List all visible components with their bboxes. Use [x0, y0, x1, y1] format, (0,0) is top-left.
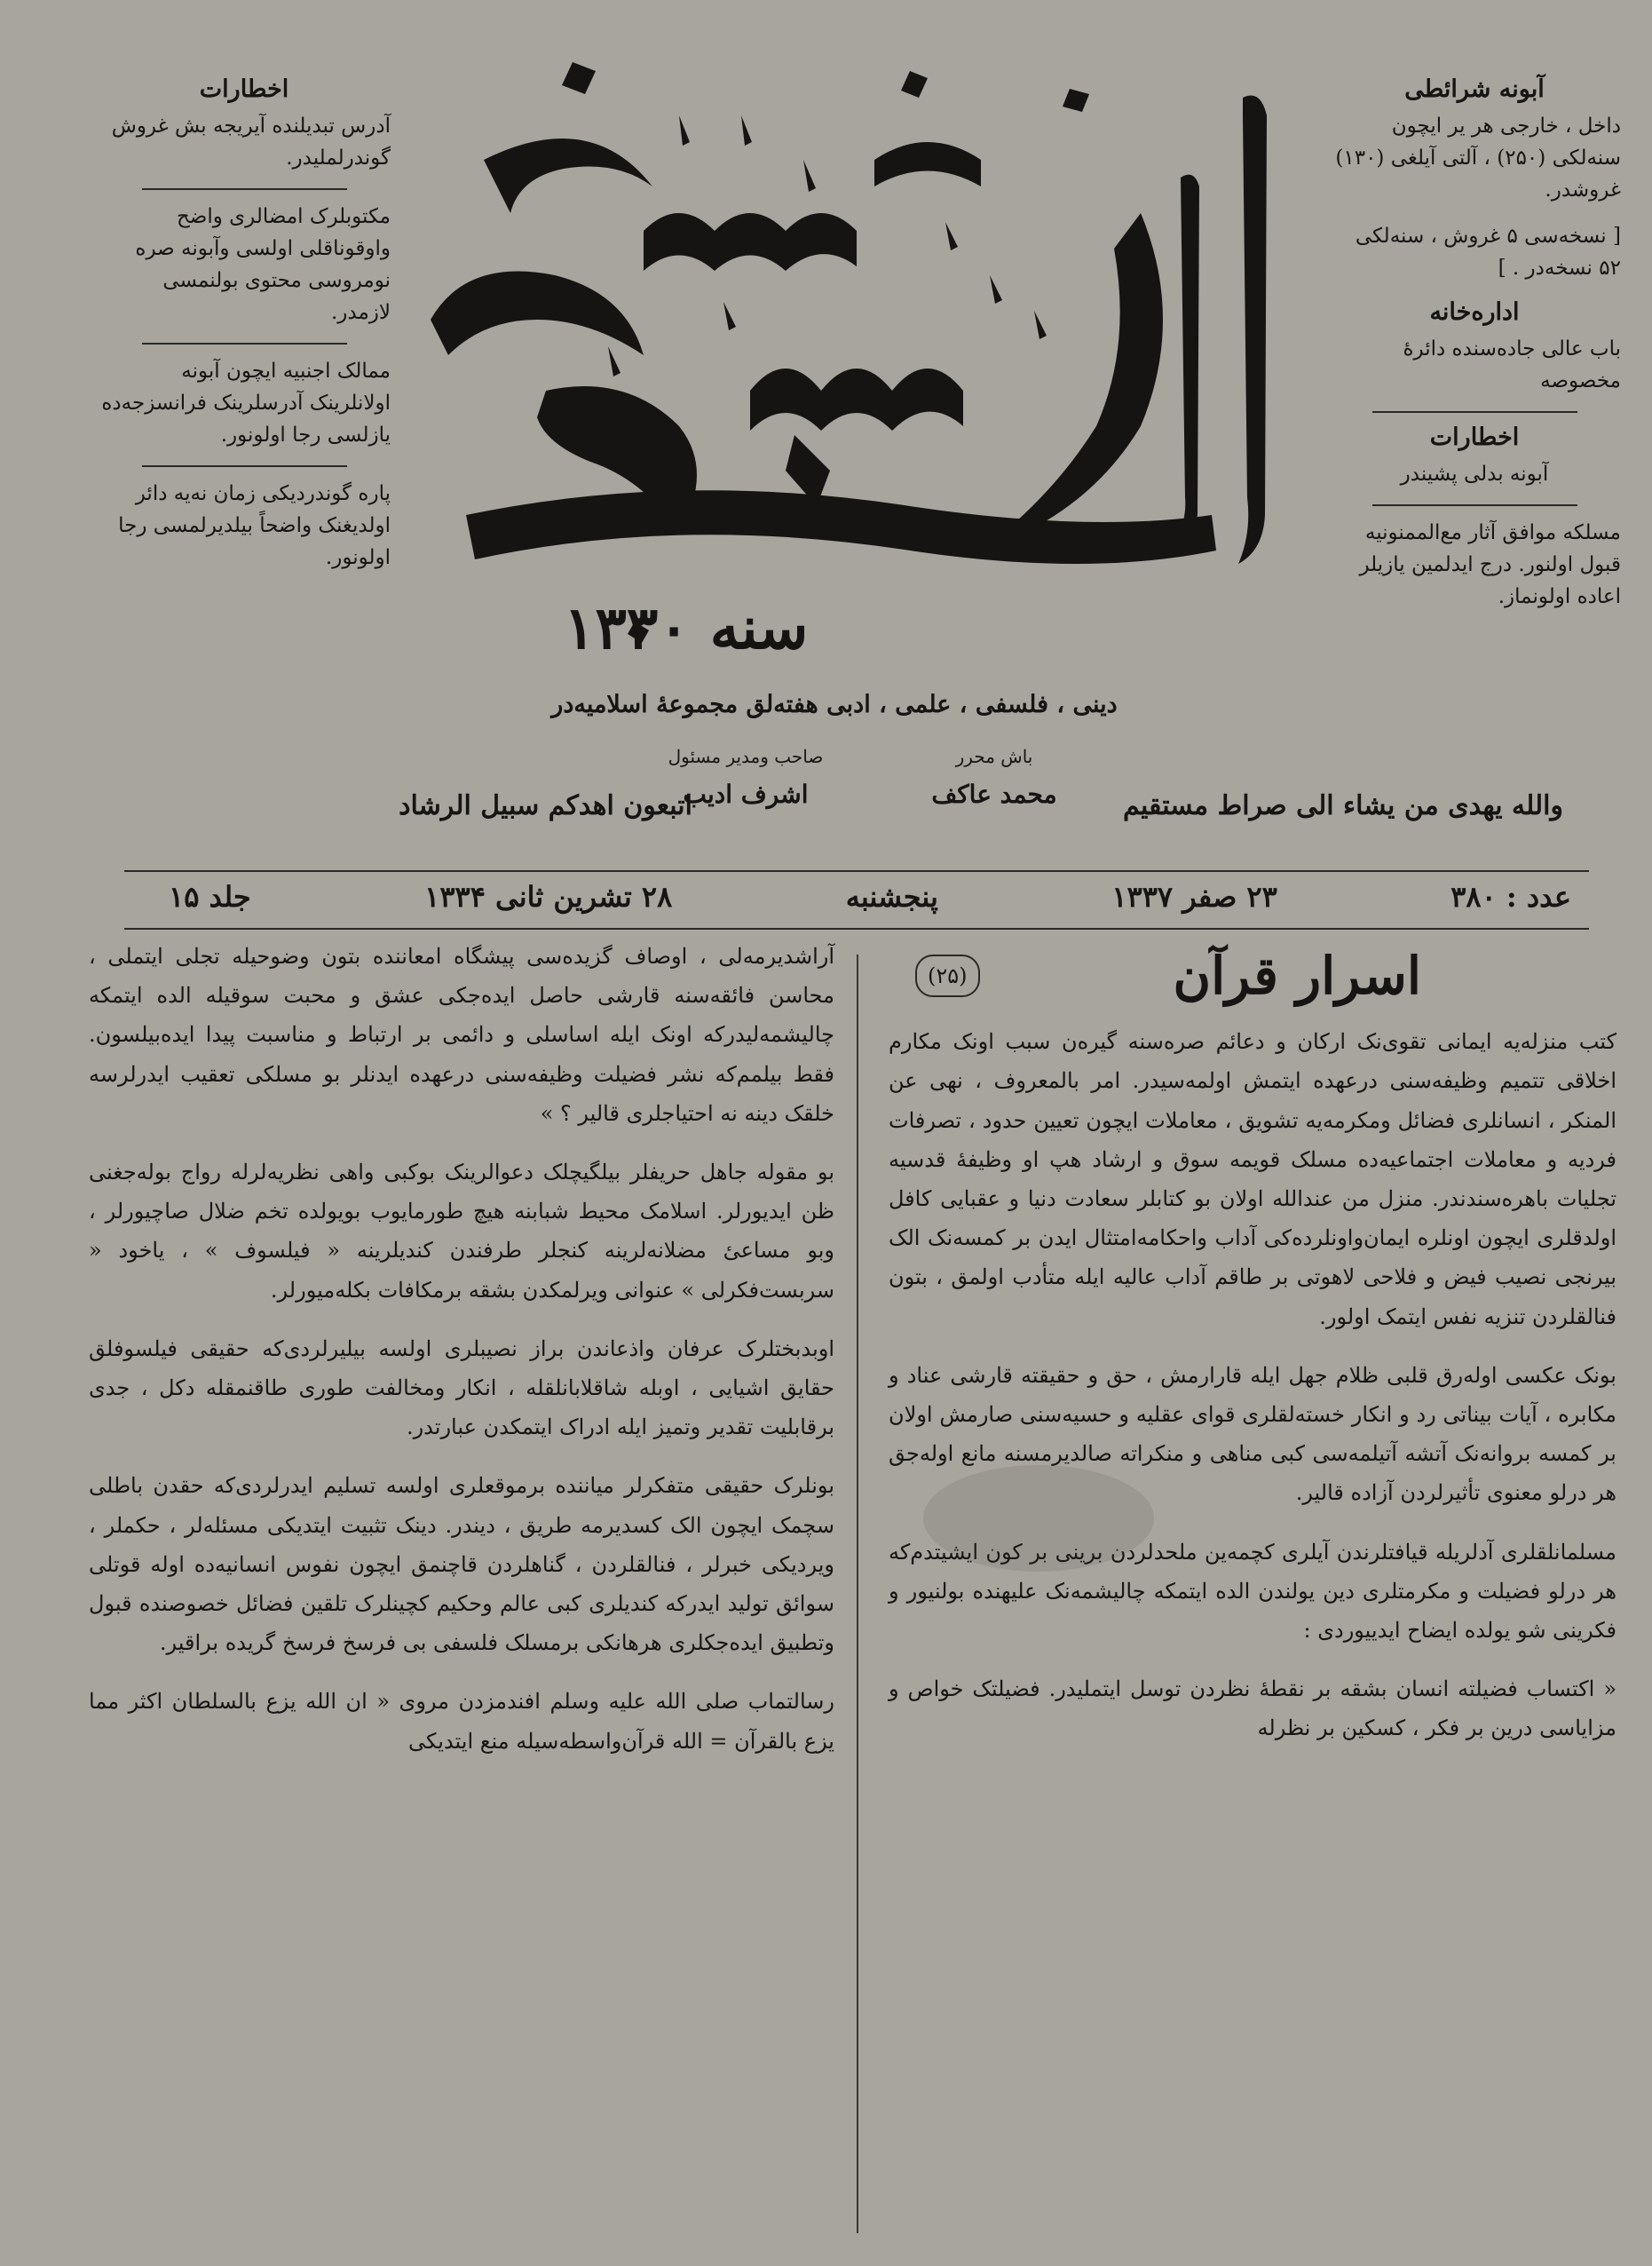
money-note: پاره گوندردیکی زمان نه‌یه دائر اولدیغنک واضحاً بیلدیرلمسی رجا اولونور. [118, 482, 391, 569]
hijri-date: ۲۳ صفر ۱۳۳۷ [1111, 880, 1277, 914]
box-divider [142, 343, 347, 345]
logo-year-text: سنه ۱۳۳۰ [564, 593, 809, 662]
article-paragraph: بونک عکسی اوله‌رق قلبی ظلام جهل ایله قارارمش ، حق و حقیقته قارشی عناد و مکابره ، آیات بیناتی رد و انکار خسته‌لقلری قوای عقلیه و حسیه‌سنی صارمش اولان بر کمسه بروانه‌نک آتشه آتیلمه‌سی کبی مناهی و منکراته صالدیرمسنه مانع اوله‌جق هر درلو معنوی تأثیرلردن آزاده قالیر. [889, 1362, 1616, 1506]
article-paragraph: آراشدیرمه‌لی ، اوصاف گزیده‌سی پیشگاه امعاننده بتون وضوحیله تجلی ایتملی ، محاسن فائقه‌سنه قارشی حاصل ایده‌جکی عشق و محبت سوقیله الده ایتمکه چالیشمه‌لیدرکه اونک ایله اساسلی و دائمی بر ارتباط و مناسبت پیدا ایده‌بیلسون. فقط بیلمم‌که نشر فضیلت وظیفه‌سنی درعهده ایدنلر بو مسلکی تعقیب ایدرلرسه خلقک دینه نه احتیاجلری قالیر ؟ » [89, 944, 834, 1126]
chief-editor-role: باش محرر [955, 746, 1033, 767]
gregorian-date: ۲۸ تشرین ثانی ۱۳۳۴ [424, 880, 673, 914]
masthead-subtitle: دینی ، فلسفی ، علمی ، ادبی هفته‌لق مجموعهٔ اسلامیه‌در [551, 691, 1118, 718]
notices-box [98, 75, 391, 588]
column-divider [857, 955, 858, 2233]
office-title: اداره‌خانه [1429, 298, 1520, 326]
article-title: اسرار قرآن [1173, 946, 1421, 1006]
payment-note: آبونه بدلی پشیندر [1400, 463, 1549, 486]
letters-note: مکتوبلرک امضالری واضح واوقوناقلی اولسی وآبونه صره نومروسی محتوی بولنمسی لازمدر. [135, 205, 391, 324]
masthead-logo [413, 53, 1309, 693]
box-divider [142, 465, 347, 467]
article-header [889, 946, 1616, 1006]
motto-left: اتبعون اهدکم سبیل الرشاد [399, 790, 692, 821]
paper-stain [923, 1465, 1154, 1572]
article-paragraph: بونلرک حقیقی متفکرلر میاننده برموقعلری اولسه تسلیم ایدرلردی‌که حقدن باطلی سچمک ایچون الک کسدیرمه طریق ، دیندر. دینک تثبیت ایتدیکی مسئله‌لر ، حکملر ، ویردیکی خبرلر ، فنالقلردن ، گناهلردن قاچنمق ایچون نفوس انسانیه‌ده اوله قوتلی سوائق تولید ایدرکه کندیلری کبی عالم وحکیم کچینلرک تلقین فضائل خصوصنده قبول وتطبیق ایده‌جکلری هرهانکی برمسلک فلسفی بی فرسخ فرسخ گریده براقیر. [89, 1473, 835, 1656]
calligraphy-logo [413, 53, 1309, 693]
subscription-copies: [ نسخه‌سی ۵ غروش ، سنه‌لکی ۵۲ نسخه‌در . ] [1355, 225, 1621, 280]
weekday: پنجشنبه [845, 880, 938, 914]
issue-number: عدد : ۳۸۰ [1450, 880, 1571, 914]
box-divider [142, 188, 347, 190]
article-paragraph: کتب منزله‌یه ایمانی تقوی‌نک ارکان و دعائم صره‌سنه گیره‌ن سبب اونک مکارم اخلاقی تتمیم وظیفه‌سنی درعهده ایتمش اولمه‌سیدر. امر بالمعروف ، نهی عن المنکر ، انسانلری فضائل ومکرمه‌یه تشویق ، معاملات ایچون تعیین حدود ، تصرفات فردیه و معاملات اجتماعیه‌ده مسلک قویمه سوق و ارشاد هپ او وظیفهٔ قدسیه تجلیات باهره‌سندندر. منزل من عندالله اولان بو کتابلر سعادت دنیا و عقبایی کافل اولدقلری ایچون اونلره ایمان‌واونلرده‌کی آداب واحکامه‌امتثال ایدن بر کمسه‌نک الک بیرنجی نصیب فیض و فلاحی لاهوتی بر طاقم آداب عالیه ایله متأدب اولمق ، بتون فنالقلردن تنزیه نفس ایتمک اولور. [889, 1029, 1616, 1329]
motto-right: والله یهدی من یشاء الی صراط مستقیم [1123, 790, 1563, 821]
submission-note: مسلکه موافق آثار مع‌الممنونیه قبول اولنور. درج ایدلمین یازیلر اعاده اولونماز. [1359, 521, 1621, 608]
article-column-right [889, 937, 1616, 1768]
volume-number: جلد ۱۵ [169, 880, 251, 914]
box-divider [1372, 411, 1577, 413]
article-paragraph: بو مقوله جاهل حریفلر بیلگیچلک دعوالرینک بوکبی واهی نظریه‌لرله رواج بوله‌جغنی ظن ایدیورلر. اسلامک محیط شبابنه هیچ طورمایوب بویولده تخم ضلال صاچیورلر ، وبو مساعیٔ مضلانه‌لرینه کنجلر طرفندن کندیلرینه « فیلسوف » ، یاخود « سربست‌فکرلی » عنوانی ویرلمکدن بشقه برمکافات بکله‌میورلر. [89, 1160, 834, 1303]
chief-editor [905, 746, 1083, 809]
notices-title-left: اخطارات [199, 75, 289, 103]
owner-name: اشرف ادیب [683, 780, 809, 809]
article-paragraph: اوبدبختلرک عرفان واذعاندن براز نصیبلری اولسه بیلیرلردی‌که حقیقی فیلسوفلق حقایق اشیایی ، اوبله شاقلابانلقله ، انکار ومخالفت طوری طاقنمقله دکل ، جدی برقابلیت تقدیر وتمیز ایله ادراک ایتمکدن عبارتدر. [89, 1335, 834, 1440]
box-divider [1372, 504, 1577, 506]
address-change-note: آدرس تبدیلنده آیریجه بش غروش گوندرلملیدر. [111, 115, 391, 170]
subscription-terms-box [1328, 75, 1621, 627]
owner-role: صاحب ومدیر مسئول [668, 746, 824, 767]
notices-title-right: اخطارات [1429, 424, 1520, 451]
subscription-title: آبونه شرائطی [1404, 75, 1545, 103]
owner-editor [621, 746, 870, 809]
article-number: (۲۵) [915, 955, 980, 997]
article-column-left [89, 937, 834, 1780]
dateline-rule-top [124, 870, 1589, 872]
office-address: باب عالی جاده‌سنده دائرهٔ مخصوصه [1403, 337, 1621, 392]
dateline [169, 875, 1571, 919]
article-paragraph: رسالتماب صلی الله علیه وسلم افندمزدن مروی « ان الله یزع بالسلطان اکثر مما یزع بالقرآن = الله قرآن‌واسطه‌سیله منع ایتدیکی [89, 1689, 834, 1754]
subscription-price: داخل ، خارجی هر یر ایچون سنه‌لکی (۲۵۰) ، آلتی آیلغی (۱۳۰) غروشدر. [1335, 115, 1621, 202]
dateline-rule-bottom [124, 928, 1589, 930]
foreign-subscribers-note: ممالک اجنبیه ایچون آبونه اولانلرینک آدرسلرینک فرانسزجه‌ده یازلسی رجا اولونور. [101, 360, 391, 447]
article-paragraph: « اکتساب فضیلته انسان بشقه بر نقطهٔ نظردن توسل ایتملیدر. فضیلتک خواص و مزایاسی درین بر فکر ، کسکین بر نظرله [889, 1676, 1616, 1741]
article-paragraph: مسلمانلقلری آدلریله قیافتلرندن آیلری کچمه‌ین ملحدلردن برینی بر کون ایشیتدم‌که هر درلو فضیلت و مکرمتلری دین یولندن الده ایتمکه چالیشمه‌نک علیهنده بولنیور و فکرینی شو یولده ایضاح ایدییوردی : [889, 1539, 1616, 1644]
chief-editor-name: محمد عاکف [931, 780, 1057, 809]
